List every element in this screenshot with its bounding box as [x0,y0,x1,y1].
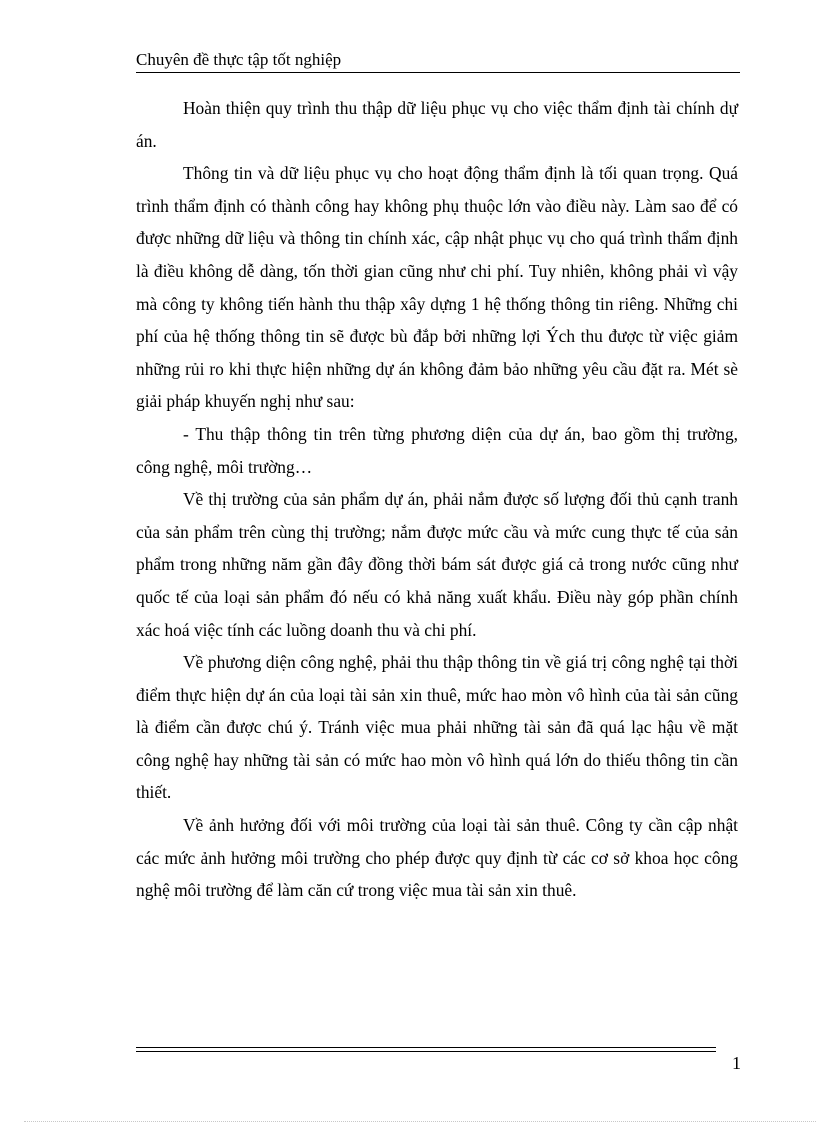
paragraph-intro: Hoàn thiện quy trình thu thập dữ liệu phục vụ cho việc thẩm định tài chính dự án. [136,98,738,151]
header-title: Chuyên đề thực tập tốt nghiệp [136,50,342,69]
paragraph-collect-information: - Thu thập thông tin trên từng phương diện của dự án, bao gồm thị trường, công nghệ, môi trường… [136,423,738,477]
paragraph-market: Về thị trường của sản phẩm dự án, phải nắm được số lượng đối thủ cạnh tranh của sản phẩm trên cùng thị trường; nắm được mức cầu và mức cung thực tế của sản phẩm trong những năm gần đây đồng thời bám sát được giá cả trong nước cũng như quốc tế của loại sản phẩm đó nếu có khả năng xuất khẩu. Điều này góp phần chính xác hoá việc tính các luồng doanh thu và chi phí. [136,489,738,640]
paragraph-technology: Về phương diện công nghệ, phải thu thập thông tin về giá trị công nghệ tại thời điểm thực hiện dự án của loại tài sản xin thuê, mức hao mòn vô hình của tài sản cũng là điểm cần được chú ý. Tránh việc mua phải những tài sản đã quá lạc hậu về mặt công nghệ hay những tài sản có mức hao mòn vô hình quá lớn do thiếu thông tin cần thiết. [136,652,738,803]
footer-double-rule [136,1047,716,1052]
paragraph-environment: Về ảnh hưởng đối với môi trường của loại tài sản thuê. Công ty cần cập nhật các mức ảnh hưởng môi trường cho phép được quy định từ các cơ sở khoa học công nghệ môi trường để làm căn cứ trong việc mua tài sản xin thuê. [136,815,738,901]
page-number: 1 [732,1053,741,1073]
paragraph-information-importance: Thông tin và dữ liệu phục vụ cho hoạt động thẩm định là tối quan trọng. Quá trình thẩm định có thành công hay không phụ thuộc lớn vào điều này. Làm sao để có được những dữ liệu và thông tin chính xác, cập nhật phục vụ cho quá trình thẩm định là điều không dễ dàng, tốn thời gian cũng như chi phí. Tuy nhiên, không phải vì vậy mà công ty không tiến hành thu thập xây dựng 1 hệ thống thông tin riêng. Những chi phí của hệ thống thông tin sẽ được bù đắp bởi những lợi Ých thu được từ việc giảm những rủi ro khi thực hiện những dự án không đảm bảo những yêu cầu đặt ra. Mét sè giải pháp khuyến nghị như sau: [136,163,738,412]
page-header [136,48,740,73]
body-text [136,92,738,907]
page-edge-divider [24,1121,816,1122]
